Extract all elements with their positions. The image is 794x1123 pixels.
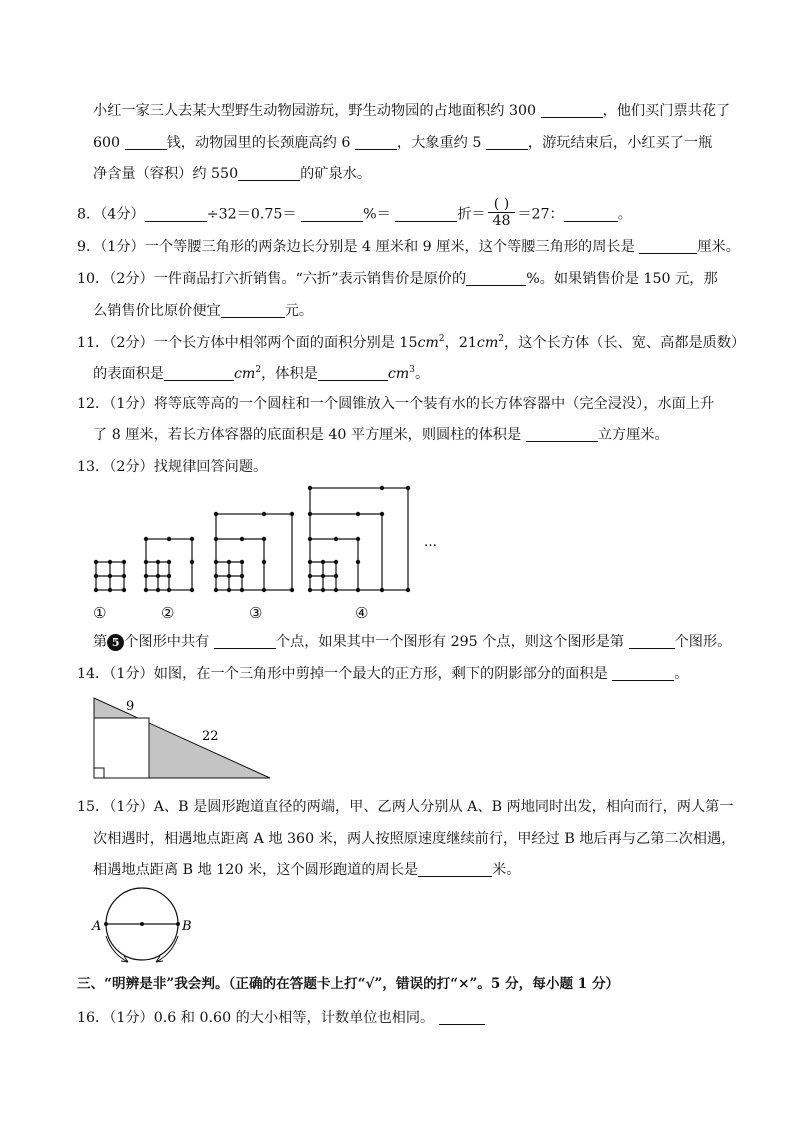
q16: 16．（1分）0.6 和 0.60 的大小相等，计数单位也相同。	[77, 1008, 485, 1028]
q11-line1: 11．（2分）一个长方体中相邻两个面的面积分别是 $15cm^2$，$21cm^2$，这个长方体（长、宽、高都是质数）	[77, 334, 746, 351]
q12-line2: 了 8 厘米，若长方体容器的底面积是 40 平方厘米，则圆柱的体积是 立方厘米。	[93, 427, 669, 443]
q14: 14．（1分）如图，在一个三角形中剪掉一个最大的正方形，剩下的阴影部分的面积是 。	[77, 666, 689, 682]
answer-blank[interactable]	[145, 207, 207, 222]
circled-number-5: 5	[107, 634, 124, 651]
q7-line3: 净含量（容积）约 550 的矿泉水。	[93, 166, 372, 182]
label-b: B	[182, 919, 192, 934]
answer-blank[interactable]	[238, 166, 300, 181]
answer-blank[interactable]	[125, 135, 167, 150]
q13-title: 13．（2分）找规律回答问题。	[77, 459, 268, 475]
answer-blank[interactable]	[355, 135, 397, 150]
answer-blank[interactable]	[301, 207, 363, 222]
q9: 9．（1分）一个等腰三角形的两条边长分别是 4 厘米和 9 厘米，这个等腰三角形的周长是 厘米。	[77, 239, 740, 255]
answer-blank[interactable]	[541, 103, 603, 118]
point-b	[176, 922, 180, 926]
q10-line2: 么销售价比原价便宜 元。	[93, 303, 314, 319]
answer-blank[interactable]	[526, 427, 598, 442]
point-a	[104, 922, 108, 926]
answer-blank[interactable]	[318, 366, 388, 381]
q15-line1: 15．（1分）A、B 是圆形跑道直径的两端，甲、乙两人分别从 A、B 两地同时出发，相向而行，两人第一	[77, 799, 734, 815]
answer-blank[interactable]	[214, 634, 276, 649]
answer-blank[interactable]	[486, 135, 528, 150]
q12-line1: 12．（1分）将等底等高的一个圆柱和一个圆锥放入一个装有水的长方体容器中（完全浸没），水面上升	[77, 396, 715, 412]
q7-line2: 600 钱，动物园里的长颈鹿高约 6 ，大象重约 5 ，游玩结束后，小红买了一瓶	[93, 135, 713, 151]
pattern-figure	[88, 484, 448, 594]
fraction: $\frac{( )}{48}$	[488, 196, 516, 229]
q10-line1: 10．（2分）一件商品打六折销售。“六折”表示销售价是原价的 %。如果销售价是 150 元，那	[77, 271, 718, 287]
answer-blank[interactable]	[629, 634, 675, 649]
answer-blank[interactable]	[418, 862, 492, 877]
label-a: A	[92, 919, 102, 934]
figure-label-1: ①	[93, 604, 107, 622]
label-9: 9	[126, 699, 135, 714]
answer-blank[interactable]	[395, 207, 457, 222]
figure-2	[146, 539, 192, 590]
answer-blank[interactable]	[639, 239, 697, 254]
answer-blank[interactable]	[564, 207, 618, 222]
answer-blank[interactable]	[439, 1010, 485, 1025]
figure-label-3: ③	[249, 604, 263, 622]
figure-3	[216, 514, 292, 590]
center-dot	[140, 922, 144, 926]
cut-square	[94, 718, 149, 778]
q13-question: 第 5 个图形中共有 个点，如果其中一个图形有 295 个点，则这个图形是第 个图形。	[93, 634, 732, 650]
ellipsis: …	[424, 535, 437, 550]
label-22: 22	[202, 729, 219, 744]
answer-blank[interactable]	[612, 666, 674, 681]
q8: 8．（4分） ÷32＝0.75＝ %＝ 折＝ $\frac{( )}{48}$ ＝27： 。	[77, 196, 632, 229]
answer-blank[interactable]	[221, 303, 285, 318]
triangle-figure	[88, 694, 278, 784]
q7-line1: 小红一家三人去某大型野生动物园游玩，野生动物园的占地面积约 300 ，他们买门票共花了	[93, 103, 731, 119]
answer-blank[interactable]	[164, 366, 234, 381]
circle-track-figure	[90, 886, 200, 966]
q15-line3: 相遇地点距离 B 地 120 米，这个圆形跑道的周长是 米。	[93, 862, 521, 878]
section-3-title: 三、“明辨是非”我会判。（正确的在答题卡上打“√”，错误的打“×”。5 分，每小题 1 分）	[77, 976, 620, 992]
figure-3-dots	[214, 512, 294, 592]
q15-line2: 次相遇时，相遇地点距离 A 地 360 米，两人按照原速度继续前行，甲经过 B 地后再与乙第二次相遇，	[93, 831, 736, 847]
q11-line2: 的表面积是 $cm^2$，体积是 $cm^3$。	[93, 365, 430, 382]
answer-blank[interactable]	[466, 271, 526, 286]
figure-label-2: ②	[161, 604, 175, 622]
figure-label-4: ④	[355, 604, 369, 622]
